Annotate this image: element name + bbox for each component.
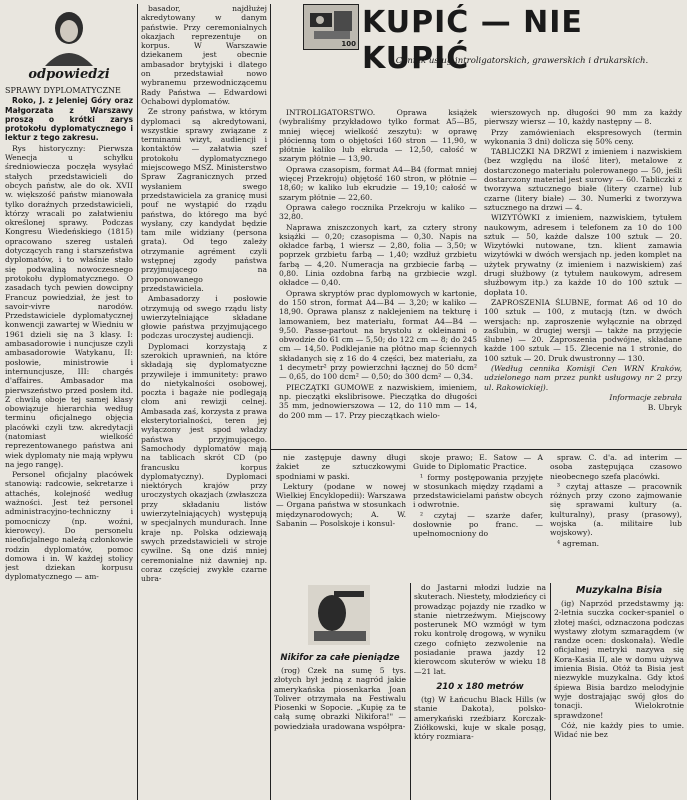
footnote: ¹ formy postępowania przyjęte w stosunkach między rządami a przedstawicielami państw obcych i odwrotnie. <box>413 472 543 510</box>
text-paragraph: (tg) W Łańcuchu Black Hills (w stanie Dakota), polsko-amerykański rzeźbiarz Korczak-Ziółkowski, kuje w skale posąg, który rozmiara- <box>414 694 546 742</box>
portrait-illustration <box>5 4 133 66</box>
column-divider <box>270 4 271 800</box>
lektury-column <box>276 453 406 577</box>
text-paragraph: Cóż, nie każdy pies to umie. Widać nie bez <box>554 720 684 740</box>
odpowiedzi-heading: odpowiedzi <box>28 67 110 82</box>
price-paragraph: INTROLIGATORSTWO. Oprawa książek (wybraliśmy przykładowo tylko format A5—B5, mniej więcej wielkość zeszytu): w oprawę płócienną tom o objętości 160 stron — 11,90, w płótnie kaliko lub ekruda — 12,50, całość w szarym płótnie — 13,90. <box>279 108 477 164</box>
nikifor-heading: Nikifor za całe pieniądze <box>280 653 400 663</box>
price-paragraph: TABLICZKI NA DRZWI z imieniem i nazwiskiem (bez względu na ilość liter), metalowe z dostarczonego materiału polerowanego — 50, jeśli dostarczony materiał jest surowy — 60. Tabliczki z tworzywa sztucznego białe (litery czarne) lub czarne (litery białe) — 30. Numerki z tworzywa sztucznego na drzwi — 4. <box>484 147 682 212</box>
price-paragraph: Oprawa czasopism, format A4—B4 (format mniej więcej Przekroju) objętość 160 stron, w płótnie — 18,60; w kaliko lub ekrudzie — 19,10; całość w szarym płótnie — 22,60. <box>279 164 477 202</box>
guitar-cartoon <box>274 583 406 651</box>
price-paragraph: Przy zamówieniach ekspresowych (termin wykonania 3 dni) dolicza się 50% ceny. <box>484 127 682 146</box>
text-paragraph: skoje prawo; E. Satow — A Guide to Diplomatic Practice. <box>413 453 543 472</box>
text-paragraph: (rog) Czek na sumę 5 tys. złotych był jedną z nagród jakie amerykańska piosenkarka Joan Toliver otrzymała na Festiwalu Piosenki w Sopocie. „Kupię za te całą sumę obrazki Nikifora!" — powiedziała uradowana współpra- <box>274 666 406 731</box>
text-paragraph: Ze strony państwa, w którym dyplomaci są akredytowani, wszystkie sprawy związane z terminami wizyt, audiencji i kontaktów — załatwia szef protokołu dyplomatycznego miejscowego MSZ. Ministerstwo Spraw Zagranicznych przed wysłaniem swego przedstawiciela za granicę musi pouf ne wystąpić do rządu państwa, do którego ma być wysłany, czy kandydat będzie tam mile widziany (persona grata). Od tego zależy otrzymanie agrément czyli wstępnej zgody państwa przyjmującego na proponowanego przedstawiciela. <box>141 107 267 293</box>
answer-paragraph: Rys historyczny: Pierwsza Wenecja u schyłku średniowiecza poczęła wysyłać stałych przedstawicieli do obcych państw, ale do ok. XVII w. większość państw mianowała tylko doraźnych przedstawicieli, którzy wracali po załatwieniu określonej sprawy. Podczas Kongresu Wiedeńskiego (1815) opracowano szereg ustaleń dotyczących rang i starszeństwa dyplomatów, i to właśnie stało się podwaliną nowoczesnego protokołu dyplomatycznego. O zasadach tych pewien dowcipny Francuz powiedział, że jest to savoir-vivre narodów. Przedstawiciele dyplomatycznej konwencji zawartej w Wiedniu w 1961 dzieli się na 3 klasy. I: ambasadorowie i nuncjusze czyli ambasadorowie Watykanu, II: posłowie, ministrowie i internuncjusze, III: chargés d'affaires. Ambasador ma pierwszeństwo przed posłem itd. Z chwilą oboje tej samej klasy obowiązuje hierarchia według terminu oficjalnego objęcia placówki czyli tzw. akredytacji (natomiast wielkość reprezentowanego państwa ani wiek dyplomaty nie mają wpływu na jego rangę). <box>5 143 133 469</box>
price-list-right <box>484 108 682 446</box>
page-title: KUPIĆ — NIE KUPIĆ <box>362 5 583 76</box>
bisia-box <box>554 583 684 800</box>
metrow-heading: 210 x 180 metrów <box>436 681 524 692</box>
price-paragraph: Oprawa całego rocznika Przekroju w kaliko — 32,80. <box>279 202 477 222</box>
column-divider <box>410 583 411 800</box>
footnote: ³ czytaj attasze — pracownik różnych przy czono zajmowanie się sprawami kultury (a. kulturalny), prasy (prasowy), wojska (a. militaire lub wojskowy). <box>550 481 682 538</box>
person-drawing-icon <box>5 4 133 66</box>
credit-name: B. Ubryk <box>647 403 682 413</box>
text-paragraph: basador, najdłużej akredytowany w danym państwie. Przy ceremonialnych okazjach reprezentuje on korpus. W Warszawie dziekanem jest obecnie ambasador brytyjski i dlatego on przedstawiał nowo wybranemu przewodniczącemu Rady Państwa — Edwardowi Ochabowi dyplomatów. <box>141 4 267 106</box>
column-divider <box>137 4 138 800</box>
footnote: spraw. C. d'a. ad interim — osoba zastępująca czasowo nieobecnego szefa placówki. <box>550 453 682 481</box>
credit-label: Informacje zebrała <box>609 392 682 402</box>
text-paragraph: do Jastarni młodzi ludzie na skuterach. Niestety, młodzieńcy ci prowadząc pojazdy nie rzadko w stanie nietrzeźwym. Miejscowy posterunek MO wzmógł w tym roku kontrolę drogową, w wyniku czego cofnięto zezwolenie na posiadanie prawa jazdy 12 kierowcom skuterów w wieku 18—21 lat. <box>414 583 546 676</box>
text-paragraph: Dyplomaci korzystają z szerokich uprawnień, na które składają się dyplomatyczne przywileje i immunitety: prawo do nietykalności osobowej, poczta i bagaże nie podlegają cłom ani rewizji celnej. Ambasada zaś, korzysta z prawa eksterytorialności, teren jej wyłączony jest spod władzy państwa przyjmującego. Samochody dyplomatów mają na tablicach skrót CD (po francusku korpus dyplomatyczny). Dyplomaci niektórych krajów przy uroczystych okazjach (zwłaszcza przy składaniu listów uwierzytelniających) występują w specjalnych mundurach. Inne kraje np. Polska odziewają swych przedstawicieli w stroje cywilne. Są one dziś mniej ceremonialne niż dawniej np. coraz częściej zwykłe czarne ubra- <box>141 341 267 584</box>
text-paragraph: (ig) Naprzód przedstawmy ją: 2-letnia suczka cocker-spaniel o złotej maści, odznaczona podczas wystawy złotym szmaragdem (w randze ocen: doskonała). Wedle oficjalnej metryki nazywa się Kora-Kasia II, ale w domu używa imienia Bisia. Otóż ta Bisia jest niezwykle muzykalna. Gdy ktoś śpiewa Bisia bardzo melodyjnie wyje dostrajając swój głos do tonacji. Wielokrotnie sprawdzone! <box>554 599 684 720</box>
section-subtitle: SPRAWY DYPLOMATYCZNE <box>5 86 121 95</box>
price-list-left <box>279 108 477 446</box>
bisia-heading: Muzykalna Bisia <box>575 585 663 596</box>
footnotes-column-2 <box>550 453 682 577</box>
text-paragraph: Lektury (podane w nowej Wielkiej Encyklopedii): Warszawa — Organa państwa w stosunkach międzynarodowych; A. W. Sabanin — Posolskoje i konsul- <box>276 481 406 529</box>
price-paragraph: wierszowych np. długości 90 mm za każdy pierwszy wiersz — 10, każdy następny — 8. <box>484 108 682 127</box>
guitar-figure-icon <box>274 583 406 651</box>
header-logo-box <box>303 4 359 50</box>
diplomacy-continued-column <box>141 4 267 800</box>
middle-lower-column <box>414 583 546 800</box>
odpowiedzi-column <box>5 4 133 800</box>
footnote: ⁴ agreman. <box>557 538 600 548</box>
text-paragraph: Ambasadorzy i posłowie otrzymują od swego rządu listy uwierzytelniające składane głowie państwa przyjmującego podczas uroczystej audiencji. <box>141 294 267 341</box>
price-paragraph: Naprawa zniszczonych kart, za cztery strony książki — 0,20; czasopisma — 0,30. Napis na okładce farbą, 1 wiersz — 2,80, folia — 3,50; w poprzek grzbietu farbą — 1,40; wzdłuż grzbietu farbą — 4,20. Numeracja na grzbiecie farbą — 0,80. Linia ozdobna farbą na grzbiecie wzgl. okładce — 0,40. <box>279 222 477 288</box>
price-paragraph: WIZYTÓWKI z imieniem, nazwiskiem, tytułem naukowym, adresem i telefonem za 10 do 100 sztuk — 50, każde dalsze 100 sztuk — 20. Wizytówki nutowane, tzn. klient zamawia wizytówki w dwóch wersjach np. jeden komplet na użytek prywatny (z imieniem i nazwiskiem) zaś drugi służbowy (z tytułem naukowym, adresem służbowym itp.) za każde 10 do 100 sztuk — dopłata 10. <box>484 213 682 297</box>
text-paragraph: nie zastępuje dawny długi żakiet ze sztuczkowymi spodniami w paski. <box>276 453 406 481</box>
question-paragraph: Roko, J. z Jeleniej Góry oraz Małgorzata z Warszawy proszą o krótki zarys protokołu dyplomatycznego i lektur z tego zakresu. <box>5 96 133 143</box>
answer-paragraph: Personel oficjalny placówek stanowią: radcowie, sekretarze i attachés, kolejność według ważności. Jest też personel administracyjno-techniczny i pomocniczy (np. woźni, kierowcy). Do personelu nieoficjalnego należą członkowie rodzin dyplomatów, pomoc domowa i in. W każdej stolicy jest dziekan korpusu dyplomatycznego — am- <box>5 470 133 582</box>
stamp-number: 100 <box>341 40 356 48</box>
footnotes-column <box>413 453 543 577</box>
price-paragraph: PIECZĄTKI GUMOWE z nazwiskiem, imieniem, np. pieczątki ekslibrisowe. Pieczątka do długości 35 mm, jednowierszowa — 12, do 110 mm — 14, do 200 mm — 17. Przy pieczątkach wielo- <box>279 382 477 420</box>
nikifor-box <box>274 583 406 800</box>
footnote: ² czytaj — szarże dafer, dosłownie po franc. — upełnomocniony do <box>413 510 543 539</box>
page-subtitle: Cennik usług introligatorskich, grawerskich i drukarskich. <box>395 56 649 66</box>
price-paragraph: Oprawa skryptów prac dyplomowych w kartonie, do 150 stron, format A4—B4 — 3,20; w kaliko — 18,90. Oprawa plansz z naklejeniem na tekturę i lamowaniem, bez materiału, format A4—B4 — 9,50. Passe-partout na brystolu z okleinami o obwodzie do 61 cm — 5,50; do 122 cm — 8; do 245 cm — 14,50. Podklejanie na płótno map ściennych składanych się z 16 do 4 części, bez materiału, za 1 decymetr² przy powierzchni łącznej do 50 dcm² — 0,65, do 100 dcm² — 0,50; do 300 dcm² — 0,34. <box>279 288 477 382</box>
column-divider <box>550 583 551 800</box>
section-divider <box>271 449 687 450</box>
price-paragraph: ZAPROSZENIA ŚLUBNE, format A6 od 10 do 100 sztuk — 100, z mutacją (tzn. w dwóch wersjach: np. zaproszenie wyłącznie na obrzęd zaślubin, w drugiej wersji — także na przyjęcie ślubne) — 20. Zaproszenia podwójne, składane każde 100 sztuk — 15. Zlecenie na 1 stronie, do 100 sztuk — 20. Druk dwustronny — 130. <box>484 297 682 363</box>
source-note: (Według cennika Komisji Cen WRN Kraków, udzielonego nam przez punkt usługowy nr 2 przy ul. Rakowickiej). <box>484 364 682 392</box>
